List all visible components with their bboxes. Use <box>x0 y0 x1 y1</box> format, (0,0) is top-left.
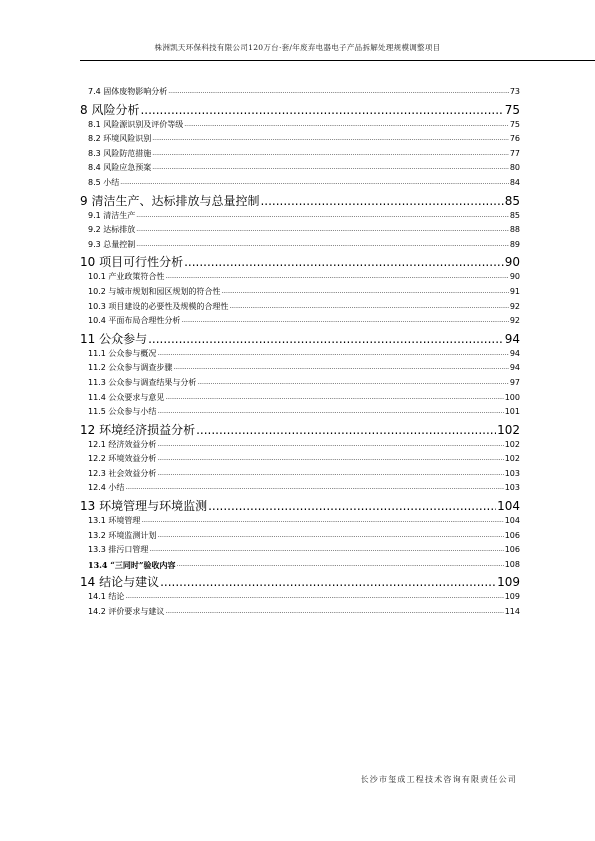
toc-page-number: 104 <box>497 499 520 514</box>
toc-page-number: 84 <box>509 177 520 187</box>
toc-dot-leader <box>165 605 503 620</box>
toc-page-number: 80 <box>509 163 520 173</box>
toc-section-entry[interactable] <box>80 161 520 176</box>
toc-section-entry[interactable] <box>80 361 520 376</box>
toc-section-entry[interactable] <box>80 300 520 315</box>
toc-dot-leader <box>157 438 503 453</box>
toc-dot-leader <box>136 238 509 253</box>
toc-entry-label: 10 项目可行性分析 <box>80 255 184 270</box>
toc-dot-leader <box>181 314 508 329</box>
toc-dot-leader <box>157 347 508 362</box>
toc-dot-leader <box>173 361 508 376</box>
toc-section-entry[interactable] <box>80 438 520 453</box>
toc-page-number: 75 <box>509 119 520 129</box>
table-of-contents <box>80 85 520 620</box>
toc-dot-leader <box>157 405 503 420</box>
toc-page-number: 109 <box>497 575 520 590</box>
toc-page-number: 108 <box>504 559 520 569</box>
toc-page-number: 94 <box>504 331 520 346</box>
toc-entry-label: 10.4 平面布局合理性分析 <box>88 316 181 326</box>
page-header-title: 株洲凯天环保科技有限公司120万台·套/年废弃电器电子产品拆解处理规模调整项目 <box>154 43 441 52</box>
toc-section-entry[interactable] <box>80 452 520 467</box>
toc-page-number: 106 <box>504 545 520 555</box>
header-divider <box>80 60 595 61</box>
toc-page-number: 104 <box>504 516 520 526</box>
toc-section-entry[interactable] <box>80 467 520 482</box>
toc-entry-label: 14.1 结论 <box>88 592 125 602</box>
toc-dot-leader <box>157 529 503 544</box>
toc-entry-label: 10.3 项目建设的必要性及规模的合理性 <box>88 301 229 311</box>
toc-section-entry[interactable] <box>80 347 520 362</box>
toc-entry-label: 10.1 产业政策符合性 <box>88 272 165 282</box>
toc-dot-leader <box>152 147 509 162</box>
toc-dot-leader <box>157 452 503 467</box>
toc-section-entry[interactable] <box>80 391 520 406</box>
toc-page-number: 102 <box>504 454 520 464</box>
toc-dot-leader <box>140 102 503 118</box>
toc-page-number: 92 <box>509 301 520 311</box>
toc-section-entry[interactable] <box>80 605 520 620</box>
toc-entry-label: 13.4 “三同时”验收内容 <box>88 559 176 570</box>
toc-entry-label: 14 结论与建议 <box>80 575 160 590</box>
toc-entry-label: 9.2 达标排放 <box>88 225 136 235</box>
toc-section-entry[interactable] <box>80 514 520 529</box>
toc-dot-leader <box>196 422 496 438</box>
toc-entry-label: 12.4 小结 <box>88 483 125 493</box>
toc-entry-label: 11.5 公众参与小结 <box>88 407 157 417</box>
toc-dot-leader <box>149 543 503 558</box>
toc-chapter-entry[interactable] <box>80 193 520 209</box>
toc-entry-label: 9.1 清洁生产 <box>88 210 136 220</box>
toc-entry-label: 13.3 排污口管理 <box>88 545 149 555</box>
toc-section-entry[interactable] <box>80 118 520 133</box>
toc-dot-leader <box>197 376 508 391</box>
toc-dot-leader <box>160 574 496 590</box>
toc-dot-leader <box>176 558 503 573</box>
toc-section-entry[interactable] <box>80 223 520 238</box>
toc-entry-label: 13.2 环境监测计划 <box>88 530 157 540</box>
toc-entry-label: 12 环境经济损益分析 <box>80 422 196 437</box>
toc-entry-label: 11.4 公众要求与意见 <box>88 392 165 402</box>
toc-page-number: 88 <box>509 225 520 235</box>
toc-entry-label: 8.5 小结 <box>88 177 120 187</box>
toc-dot-leader <box>148 331 504 347</box>
toc-entry-label: 8.2 环境风险识别 <box>88 134 152 144</box>
toc-page-number: 94 <box>509 363 520 373</box>
toc-page-number: 103 <box>504 468 520 478</box>
toc-page-number: 77 <box>509 148 520 158</box>
toc-dot-leader <box>184 118 509 133</box>
toc-entry-label: 9 清洁生产、达标排放与总量控制 <box>80 193 260 208</box>
toc-dot-leader <box>260 193 503 209</box>
toc-entry-label: 8.3 风险防范措施 <box>88 148 152 158</box>
toc-dot-leader <box>221 285 508 300</box>
toc-section-entry[interactable] <box>80 314 520 329</box>
toc-page-number: 90 <box>509 272 520 282</box>
toc-section-entry[interactable] <box>80 147 520 162</box>
toc-entry-label: 13 环境管理与环境监测 <box>80 499 208 514</box>
toc-dot-leader <box>136 223 509 238</box>
toc-entry-label: 14.2 评价要求与建议 <box>88 607 165 617</box>
toc-section-entry[interactable] <box>80 285 520 300</box>
toc-dot-leader <box>125 481 503 496</box>
toc-page-number: 109 <box>504 592 520 602</box>
toc-section-entry[interactable] <box>80 529 520 544</box>
toc-page-number: 94 <box>509 348 520 358</box>
toc-section-entry[interactable] <box>80 132 520 147</box>
toc-page-number: 90 <box>504 255 520 270</box>
toc-section-entry[interactable] <box>80 558 520 573</box>
toc-chapter-entry[interactable] <box>80 102 520 118</box>
toc-dot-leader <box>120 176 509 191</box>
toc-dot-leader <box>125 590 503 605</box>
toc-dot-leader <box>229 300 508 315</box>
toc-page-number: 101 <box>504 407 520 417</box>
toc-page-number: 85 <box>504 193 520 208</box>
toc-entry-label: 12.3 社会效益分析 <box>88 468 157 478</box>
toc-entry-label: 10.2 与城市规划和园区规划的符合性 <box>88 286 221 296</box>
toc-page-number: 114 <box>504 607 520 617</box>
toc-entry-label: 8.4 风险应急预案 <box>88 163 152 173</box>
toc-section-entry[interactable] <box>80 270 520 285</box>
toc-dot-leader <box>152 132 509 147</box>
toc-page-number: 92 <box>509 316 520 326</box>
toc-dot-leader <box>157 467 503 482</box>
toc-dot-leader <box>165 270 508 285</box>
toc-section-entry[interactable] <box>80 405 520 420</box>
toc-section-entry[interactable] <box>80 209 520 224</box>
toc-entry-label: 9.3 总量控制 <box>88 239 136 249</box>
toc-entry-label: 12.2 环境效益分析 <box>88 454 157 464</box>
toc-page-number: 102 <box>504 439 520 449</box>
toc-chapter-entry[interactable] <box>80 331 520 347</box>
toc-dot-leader <box>165 391 503 406</box>
toc-chapter-entry[interactable] <box>80 574 520 590</box>
toc-dot-leader <box>141 514 503 529</box>
toc-page-number: 106 <box>504 530 520 540</box>
toc-dot-leader <box>136 209 509 224</box>
toc-page-number: 85 <box>509 210 520 220</box>
toc-section-entry[interactable] <box>80 590 520 605</box>
toc-section-entry[interactable] <box>80 376 520 391</box>
toc-page-number: 89 <box>509 239 520 249</box>
toc-page-number: 91 <box>509 286 520 296</box>
toc-entry-label: 12.1 经济效益分析 <box>88 439 157 449</box>
toc-dot-leader <box>208 498 496 514</box>
toc-page-number: 76 <box>509 134 520 144</box>
toc-page-number: 75 <box>504 102 520 117</box>
toc-entry-label: 13.1 环境管理 <box>88 516 141 526</box>
toc-chapter-entry[interactable] <box>80 254 520 270</box>
toc-section-entry[interactable] <box>80 176 520 191</box>
toc-page-number: 103 <box>504 483 520 493</box>
toc-entry-label: 8 风险分析 <box>80 102 140 117</box>
toc-section-entry[interactable] <box>80 238 520 253</box>
toc-section-entry[interactable] <box>80 543 520 558</box>
toc-page-number: 73 <box>509 87 520 96</box>
toc-entry-label: 11 公众参与 <box>80 331 148 346</box>
toc-page-number: 97 <box>509 377 520 387</box>
toc-chapter-entry[interactable] <box>80 422 520 438</box>
toc-entry-label: 11.1 公众参与概况 <box>88 348 157 358</box>
toc-entry-label: 11.3 公众参与调查结果与分析 <box>88 377 197 387</box>
toc-dot-leader <box>152 161 509 176</box>
toc-dot-leader <box>168 85 509 100</box>
toc-section-entry[interactable] <box>80 481 520 496</box>
toc-entry-label: 8.1 风险源识别及评价等级 <box>88 119 184 129</box>
toc-page-number: 100 <box>504 392 520 402</box>
page-footer-company: 长沙市玺成工程技术咨询有限责任公司 <box>360 775 517 784</box>
toc-section-entry[interactable] <box>80 85 520 100</box>
toc-page-number: 102 <box>497 422 520 437</box>
toc-entry-label: 11.2 公众参与调查步骤 <box>88 363 173 373</box>
toc-dot-leader <box>184 254 504 270</box>
toc-chapter-entry[interactable] <box>80 498 520 514</box>
toc-entry-label: 7.4 固体废物影响分析 <box>88 87 168 96</box>
